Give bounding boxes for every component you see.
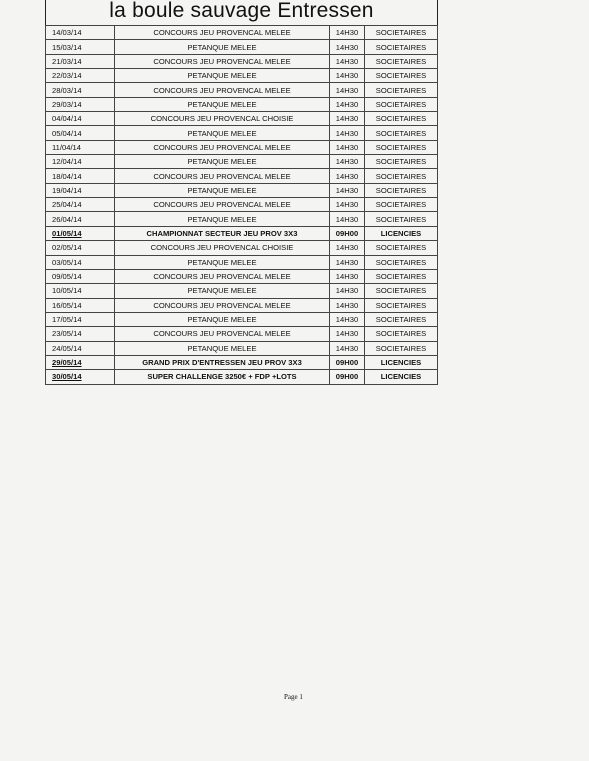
date-text: 19/04/14 (52, 185, 82, 195)
time-cell: 14H30 (330, 169, 365, 183)
date-text: 22/03/14 (52, 71, 82, 81)
date-text: 24/05/14 (52, 343, 82, 353)
date-cell (46, 341, 115, 355)
category-cell: SOCIETAIRES (365, 69, 438, 83)
date-text: 16/05/14 (52, 300, 82, 310)
time-cell: 14H30 (330, 298, 365, 312)
table-row (46, 26, 438, 40)
date-cell (46, 212, 115, 226)
category-cell: LICENCIES (365, 355, 438, 369)
category-cell: SOCIETAIRES (365, 140, 438, 154)
category-cell: SOCIETAIRES (365, 26, 438, 40)
date-cell (46, 40, 115, 54)
date-cell (46, 97, 115, 111)
table-row (46, 112, 438, 126)
time-cell: 14H30 (330, 312, 365, 326)
category-cell: LICENCIES (365, 226, 438, 240)
event-cell: SUPER CHALLENGE 3250€ + FDP +LOTS (115, 370, 330, 384)
event-cell: CONCOURS JEU PROVENCAL CHOISIE (115, 241, 330, 255)
category-cell: SOCIETAIRES (365, 341, 438, 355)
date-cell (46, 355, 115, 369)
table-row (46, 370, 438, 384)
page-title: la boule sauvage Entressen (45, 0, 438, 25)
event-cell: CONCOURS JEU PROVENCAL MELEE (115, 269, 330, 283)
event-cell: PETANQUE MELEE (115, 312, 330, 326)
category-cell: SOCIETAIRES (365, 169, 438, 183)
time-cell: 14H30 (330, 255, 365, 269)
event-cell: CONCOURS JEU PROVENCAL MELEE (115, 169, 330, 183)
category-cell: SOCIETAIRES (365, 269, 438, 283)
table-row (46, 355, 438, 369)
time-cell: 14H30 (330, 327, 365, 341)
time-cell: 14H30 (330, 54, 365, 68)
category-cell: SOCIETAIRES (365, 112, 438, 126)
date-cell (46, 298, 115, 312)
date-cell (46, 169, 115, 183)
time-cell: 14H30 (330, 126, 365, 140)
table-row (46, 140, 438, 154)
date-text: 03/05/14 (52, 257, 82, 267)
date-cell (46, 112, 115, 126)
date-text: 18/04/14 (52, 171, 82, 181)
category-cell: SOCIETAIRES (365, 126, 438, 140)
date-cell (46, 370, 115, 384)
date-cell (46, 155, 115, 169)
event-cell: CONCOURS JEU PROVENCAL MELEE (115, 298, 330, 312)
date-cell (46, 140, 115, 154)
date-text: 17/05/14 (52, 315, 82, 325)
time-cell: 14H30 (330, 241, 365, 255)
time-cell: 14H30 (330, 97, 365, 111)
time-cell: 14H30 (330, 183, 365, 197)
date-text: 04/04/14 (52, 114, 82, 124)
event-cell: PETANQUE MELEE (115, 341, 330, 355)
time-cell: 09H00 (330, 355, 365, 369)
event-cell: PETANQUE MELEE (115, 255, 330, 269)
time-cell: 09H00 (330, 370, 365, 384)
category-cell: SOCIETAIRES (365, 97, 438, 111)
table-row (46, 69, 438, 83)
category-cell: SOCIETAIRES (365, 183, 438, 197)
category-cell: SOCIETAIRES (365, 327, 438, 341)
date-text: 12/04/14 (52, 157, 82, 167)
date-text: 14/03/14 (52, 28, 82, 38)
table-row (46, 298, 438, 312)
table-row (46, 241, 438, 255)
date-cell (46, 226, 115, 240)
table-row (46, 126, 438, 140)
event-cell: PETANQUE MELEE (115, 69, 330, 83)
category-cell: SOCIETAIRES (365, 83, 438, 97)
event-cell: CONCOURS JEU PROVENCAL CHOISIE (115, 112, 330, 126)
event-cell: CONCOURS JEU PROVENCAL MELEE (115, 140, 330, 154)
event-cell: GRAND PRIX D'ENTRESSEN JEU PROV 3X3 (115, 355, 330, 369)
event-cell: CONCOURS JEU PROVENCAL MELEE (115, 83, 330, 97)
date-cell (46, 255, 115, 269)
date-text: 01/05/14 (52, 228, 82, 238)
time-cell: 14H30 (330, 140, 365, 154)
table-row (46, 183, 438, 197)
date-cell (46, 183, 115, 197)
table-row (46, 255, 438, 269)
time-cell: 14H30 (330, 26, 365, 40)
date-text: 26/04/14 (52, 214, 82, 224)
date-text: 09/05/14 (52, 272, 82, 282)
date-cell (46, 312, 115, 326)
event-cell: PETANQUE MELEE (115, 183, 330, 197)
table-row (46, 83, 438, 97)
table-row (46, 54, 438, 68)
category-cell: SOCIETAIRES (365, 155, 438, 169)
table-row (46, 327, 438, 341)
table-row (46, 312, 438, 326)
table-row (46, 226, 438, 240)
time-cell: 14H30 (330, 284, 365, 298)
date-cell (46, 198, 115, 212)
date-text: 05/04/14 (52, 128, 82, 138)
date-text: 10/05/14 (52, 286, 82, 296)
date-text: 23/05/14 (52, 329, 82, 339)
category-cell: SOCIETAIRES (365, 54, 438, 68)
time-cell: 14H30 (330, 198, 365, 212)
date-cell (46, 269, 115, 283)
event-cell: CHAMPIONNAT SECTEUR JEU PROV 3X3 (115, 226, 330, 240)
category-cell: SOCIETAIRES (365, 312, 438, 326)
schedule-table (45, 25, 438, 385)
category-cell: LICENCIES (365, 370, 438, 384)
time-cell: 14H30 (330, 83, 365, 97)
event-cell: PETANQUE MELEE (115, 40, 330, 54)
date-cell (46, 54, 115, 68)
date-cell (46, 83, 115, 97)
date-text: 02/05/14 (52, 243, 82, 253)
time-cell: 14H30 (330, 40, 365, 54)
date-text: 30/05/14 (52, 372, 82, 382)
date-text: 29/05/14 (52, 358, 82, 368)
table-row (46, 212, 438, 226)
category-cell: SOCIETAIRES (365, 241, 438, 255)
date-cell (46, 126, 115, 140)
schedule-sheet (45, 0, 438, 385)
schedule-rows (46, 26, 438, 385)
category-cell: SOCIETAIRES (365, 255, 438, 269)
date-cell (46, 284, 115, 298)
date-cell (46, 241, 115, 255)
table-row (46, 169, 438, 183)
time-cell: 14H30 (330, 69, 365, 83)
time-cell: 14H30 (330, 212, 365, 226)
category-cell: SOCIETAIRES (365, 198, 438, 212)
time-cell: 14H30 (330, 341, 365, 355)
date-text: 28/03/14 (52, 85, 82, 95)
date-cell (46, 26, 115, 40)
table-row (46, 97, 438, 111)
event-cell: PETANQUE MELEE (115, 212, 330, 226)
time-cell: 09H00 (330, 226, 365, 240)
date-text: 11/04/14 (52, 142, 81, 152)
date-cell (46, 327, 115, 341)
category-cell: SOCIETAIRES (365, 212, 438, 226)
time-cell: 14H30 (330, 112, 365, 126)
event-cell: PETANQUE MELEE (115, 97, 330, 111)
date-cell (46, 69, 115, 83)
date-text: 25/04/14 (52, 200, 82, 210)
table-row (46, 269, 438, 283)
category-cell: SOCIETAIRES (365, 298, 438, 312)
table-row (46, 155, 438, 169)
event-cell: CONCOURS JEU PROVENCAL MELEE (115, 26, 330, 40)
table-row (46, 284, 438, 298)
event-cell: CONCOURS JEU PROVENCAL MELEE (115, 327, 330, 341)
page-number: Page 1 (284, 693, 303, 701)
time-cell: 14H30 (330, 155, 365, 169)
time-cell: 14H30 (330, 269, 365, 283)
event-cell: PETANQUE MELEE (115, 126, 330, 140)
event-cell: CONCOURS JEU PROVENCAL MELEE (115, 54, 330, 68)
event-cell: PETANQUE MELEE (115, 284, 330, 298)
date-text: 21/03/14 (52, 56, 82, 66)
table-row (46, 198, 438, 212)
date-text: 29/03/14 (52, 99, 82, 109)
event-cell: CONCOURS JEU PROVENCAL MELEE (115, 198, 330, 212)
event-cell: PETANQUE MELEE (115, 155, 330, 169)
date-text: 15/03/14 (52, 42, 82, 52)
table-row (46, 341, 438, 355)
table-row (46, 40, 438, 54)
category-cell: SOCIETAIRES (365, 284, 438, 298)
category-cell: SOCIETAIRES (365, 40, 438, 54)
